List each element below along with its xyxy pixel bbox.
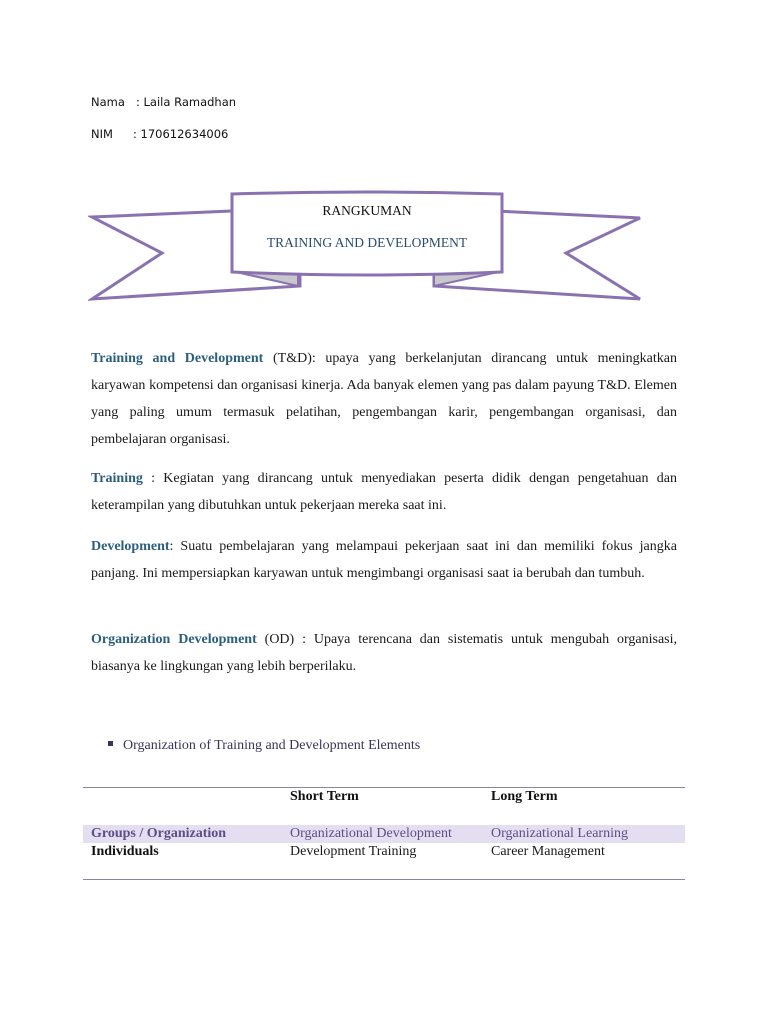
name-line bbox=[91, 95, 236, 109]
table-cell: Career Management bbox=[491, 844, 605, 859]
name-value: : Laila Ramadhan bbox=[136, 95, 237, 109]
table-header-short-term: Short Term bbox=[290, 789, 359, 804]
paragraph-training bbox=[91, 465, 677, 519]
term-od: Organization Development bbox=[91, 632, 257, 647]
nim-label: NIM bbox=[91, 127, 113, 141]
term-training: Training bbox=[91, 471, 143, 486]
table-bottom-rule bbox=[83, 879, 685, 880]
elements-table bbox=[83, 787, 685, 880]
table-top-rule bbox=[83, 787, 685, 788]
nim-value: : 170612634006 bbox=[133, 127, 229, 141]
table-cell: Organizational Learning bbox=[491, 826, 628, 841]
table-row-label: Individuals bbox=[91, 844, 159, 859]
paragraph-td-text: (T&D): upaya yang berkelanjutan dirancang untuk meningkatkan karyawan kompetensi dan organisasi kinerja. Ada banyak elemen yang pas dalam payung T&D. Elemen yang paling umum termasuk pelatihan, pengembangan karir, pengembangan organisasi, dan pembelajaran organisasi. bbox=[91, 351, 677, 447]
term-td: Training and Development bbox=[91, 351, 264, 366]
paragraph-td bbox=[91, 345, 677, 453]
paragraph-development-text: : Suatu pembelajaran yang melampaui pekerjaan saat ini dan memiliki fokus jangka panjang. Ini mempersiapkan karyawan untuk mengimbangi organisasi saat ia berubah dan tumbuh. bbox=[91, 539, 677, 581]
table-cell: Organizational Development bbox=[290, 826, 452, 841]
paragraph-development bbox=[91, 533, 677, 587]
bullet-square-icon bbox=[108, 741, 113, 746]
table-row-label: Groups / Organization bbox=[91, 826, 227, 841]
paragraph-training-text: : Kegiatan yang dirancang untuk menyediakan peserta didik dengan pengetahuan dan keterampilan yang dibutuhkan untuk pekerjaan mereka saat ini. bbox=[91, 471, 677, 513]
nim-line bbox=[91, 127, 228, 141]
banner-subtitle: TRAINING AND DEVELOPMENT bbox=[266, 235, 468, 250]
name-label: Nama bbox=[91, 95, 125, 109]
term-development: Development bbox=[91, 539, 170, 554]
paragraph-od bbox=[91, 626, 677, 680]
table-header-long-term: Long Term bbox=[491, 789, 558, 804]
table-cell: Development Training bbox=[290, 844, 417, 859]
banner-title: RANGKUMAN bbox=[322, 203, 412, 218]
bullet-text: Organization of Training and Development Elements bbox=[123, 738, 421, 753]
bullet-item bbox=[108, 738, 420, 754]
paragraph-od-text: (OD) : Upaya terencana dan sistematis untuk mengubah organisasi, biasanya ke lingkungan yang lebih berperilaku. bbox=[91, 632, 678, 674]
